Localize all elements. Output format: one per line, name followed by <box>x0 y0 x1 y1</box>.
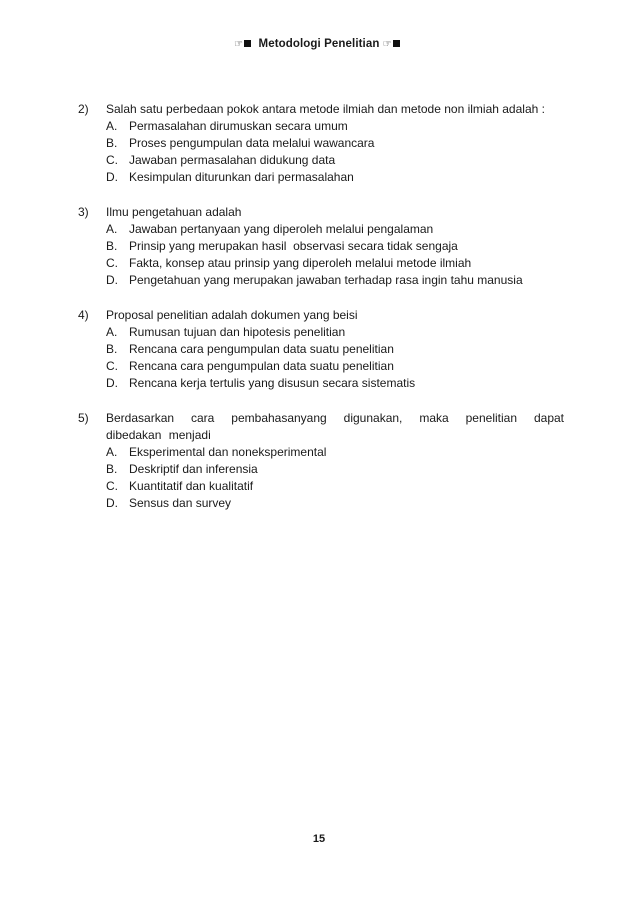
question-3 <box>78 204 564 289</box>
option-list <box>106 221 564 289</box>
question-text: Proposal penelitian adalah dokumen yang beisi <box>106 308 358 322</box>
option-text: Jawaban pertanyaan yang diperoleh melalui pengalaman <box>129 222 434 236</box>
option-text: Fakta, konsep atau prinsip yang diperoleh melalui metode ilmiah <box>129 256 472 270</box>
option-letter: A. <box>106 445 118 459</box>
option-list <box>106 444 564 512</box>
option-letter: A. <box>106 222 118 236</box>
option-d <box>106 272 564 289</box>
option-list <box>106 118 564 186</box>
option-text: Proses pengumpulan data melalui wawancara <box>129 136 375 150</box>
page-number: 15 <box>312 833 326 845</box>
option-letter: C. <box>106 359 118 373</box>
option-text: Rumusan tujuan dan hipotesis penelitian <box>129 325 346 339</box>
option-d <box>106 375 564 392</box>
question-body <box>106 307 564 392</box>
option-letter: C. <box>106 256 118 270</box>
question-2 <box>78 101 564 186</box>
question-number: 3) <box>78 205 89 219</box>
option-letter: B. <box>106 136 118 150</box>
square-bullet-icon <box>393 40 400 47</box>
option-letter: B. <box>106 462 118 476</box>
question-body <box>106 101 564 186</box>
question-text: Salah satu perbedaan pokok antara metode ilmiah dan metode non ilmiah adalah : <box>106 102 545 116</box>
option-letter: D. <box>106 170 118 184</box>
page-header <box>0 38 638 50</box>
option-text: Rencana cara pengumpulan data suatu penelitian <box>129 359 394 373</box>
question-text: Berdasarkan cara pembahasanyang digunakan, maka penelitian dapat dibedakan menjadi <box>106 411 564 442</box>
option-c <box>106 478 564 495</box>
option-letter: D. <box>106 496 118 510</box>
option-letter: B. <box>106 239 118 253</box>
option-d <box>106 169 564 186</box>
question-body <box>106 204 564 289</box>
option-a <box>106 324 564 341</box>
option-text: Permasalahan dirumuskan secara umum <box>129 119 348 133</box>
header-title: Metodologi Penelitian <box>258 38 380 50</box>
option-list <box>106 324 564 392</box>
option-letter: B. <box>106 342 118 356</box>
option-b <box>106 135 564 152</box>
question-body <box>106 410 564 512</box>
option-text: Prinsip yang merupakan hasil observasi secara tidak sengaja <box>129 239 458 253</box>
option-letter: D. <box>106 273 118 287</box>
question-number: 2) <box>78 102 89 116</box>
option-text: Deskriptif dan inferensia <box>129 462 258 476</box>
option-c <box>106 152 564 169</box>
option-d <box>106 495 564 512</box>
option-text: Pengetahuan yang merupakan jawaban terhadap rasa ingin tahu manusia <box>129 273 523 287</box>
option-b <box>106 238 564 255</box>
option-text: Eksperimental dan noneksperimental <box>129 445 327 459</box>
option-text: Kuantitatif dan kualitatif <box>129 479 254 493</box>
option-letter: C. <box>106 479 118 493</box>
option-text: Kesimpulan diturunkan dari permasalahan <box>129 170 354 184</box>
option-b <box>106 341 564 358</box>
question-list <box>78 101 564 530</box>
option-text: Jawaban permasalahan didukung data <box>129 153 336 167</box>
option-b <box>106 461 564 478</box>
option-a <box>106 221 564 238</box>
option-c <box>106 358 564 375</box>
question-text: Ilmu pengetahuan adalah <box>106 205 242 219</box>
question-4 <box>78 307 564 392</box>
hand-pointing-icon: ☞ <box>234 39 244 50</box>
option-letter: A. <box>106 119 118 133</box>
option-text: Rencana cara pengumpulan data suatu penelitian <box>129 342 394 356</box>
question-number: 4) <box>78 308 89 322</box>
question-number: 5) <box>78 411 89 425</box>
option-text: Sensus dan survey <box>129 496 232 510</box>
question-5 <box>78 410 564 512</box>
option-c <box>106 255 564 272</box>
option-letter: A. <box>106 325 118 339</box>
option-a <box>106 444 564 461</box>
square-bullet-icon <box>244 40 251 47</box>
option-letter: D. <box>106 376 118 390</box>
option-letter: C. <box>106 153 118 167</box>
option-text: Rencana kerja tertulis yang disusun secara sistematis <box>129 376 416 390</box>
hand-pointing-icon: ☞ <box>382 39 392 50</box>
option-a <box>106 118 564 135</box>
